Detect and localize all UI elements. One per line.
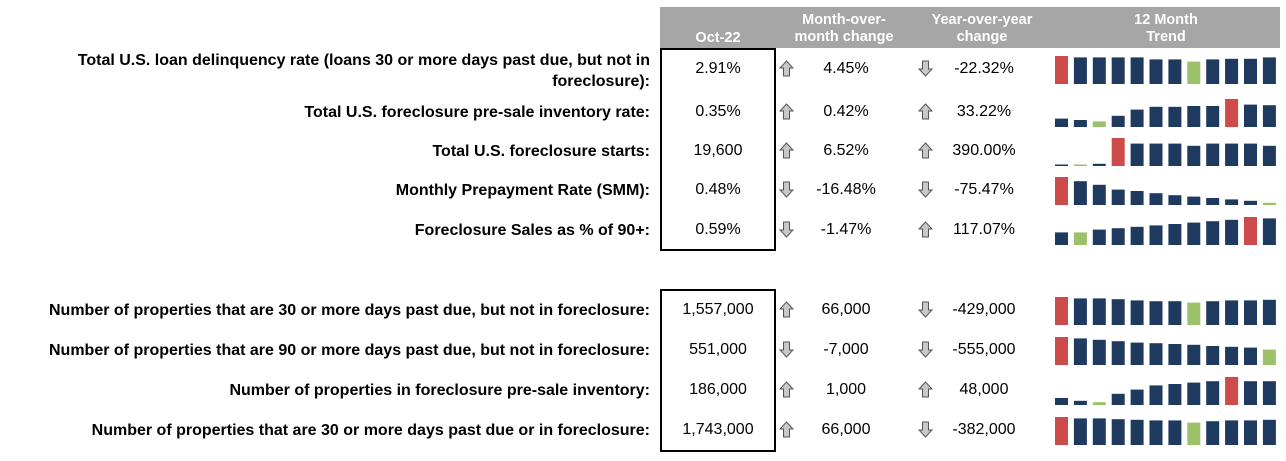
trend-bar (1244, 348, 1257, 365)
trend-bar (1263, 350, 1276, 365)
trend-bar (1150, 225, 1163, 245)
trend-bar (1150, 301, 1163, 325)
trend-bar (1187, 345, 1200, 365)
trend-bar (1055, 119, 1068, 127)
mom-change: 66,000 (821, 421, 871, 438)
row-label-line: Number of properties that are 30 or more days past due, but not in foreclosure: (49, 301, 650, 319)
header-mom-line1: Month-over- (802, 12, 886, 28)
trend-bar (1244, 217, 1257, 245)
trend-bar (1206, 221, 1219, 245)
trend-bar (1244, 381, 1257, 405)
trend-bar (1263, 381, 1276, 405)
row-label (415, 220, 650, 241)
row-label (49, 340, 650, 361)
trend-bar (1244, 420, 1257, 445)
trend-bar (1263, 57, 1276, 84)
trend-bar (1206, 144, 1219, 166)
trend-bar (1131, 390, 1144, 405)
trend-bar (1093, 340, 1106, 365)
yoy-down-arrow-icon (918, 421, 933, 438)
trend-bar (1244, 144, 1257, 166)
trend-bar (1055, 398, 1068, 405)
trend-bar (1112, 116, 1125, 127)
header-yoy-line2: change (956, 29, 1008, 45)
trend-bar (1074, 181, 1087, 205)
trend-bar (1168, 420, 1181, 445)
current-value: 2.91% (695, 60, 741, 77)
mom-up-arrow-icon (779, 103, 794, 120)
trend-bar (1244, 300, 1257, 325)
mom-down-arrow-icon (779, 181, 794, 198)
yoy-down-arrow-icon (918, 60, 933, 77)
row-label (432, 141, 650, 162)
trend-bar (1168, 224, 1181, 245)
yoy-down-arrow-icon (918, 341, 933, 358)
trend-bar (1263, 218, 1276, 245)
trend-chart (1052, 98, 1284, 130)
row-label-line: Total U.S. loan delinquency rate (loans 30 or more days past due, but not in (77, 52, 650, 69)
row-label (49, 300, 650, 321)
trend-bar (1112, 190, 1125, 205)
header-yoy-line1: Year-over-year (931, 12, 1033, 28)
trend-bar (1206, 381, 1219, 405)
trend-bar (1131, 191, 1144, 205)
trend-bar (1074, 120, 1087, 127)
trend-bar (1074, 57, 1087, 84)
trend-bar (1168, 59, 1181, 84)
trend-bar (1206, 106, 1219, 127)
trend-bar (1225, 377, 1238, 405)
mom-change: 4.45% (823, 60, 869, 77)
trend-bar (1131, 420, 1144, 445)
trend-chart (1052, 336, 1284, 368)
trend-bar (1112, 419, 1125, 445)
yoy-up-arrow-icon (918, 142, 933, 159)
trend-bar (1168, 195, 1181, 205)
trend-bar (1225, 420, 1238, 445)
trend-bar (1112, 57, 1125, 84)
yoy-change: 117.07% (953, 221, 1015, 238)
trend-chart (1052, 55, 1284, 87)
trend-bar (1093, 230, 1106, 245)
trend-bar (1150, 107, 1163, 127)
trend-bar (1074, 338, 1087, 365)
yoy-change: -75.47% (954, 181, 1014, 198)
mom-down-arrow-icon (779, 221, 794, 238)
trend-bar (1150, 385, 1163, 405)
trend-bar (1206, 346, 1219, 365)
trend-bar (1093, 57, 1106, 84)
trend-bar (1074, 165, 1087, 167)
trend-bar (1150, 144, 1163, 166)
trend-chart (1052, 137, 1284, 169)
yoy-down-arrow-icon (918, 181, 933, 198)
trend-bar (1150, 59, 1163, 84)
trend-chart (1052, 176, 1284, 208)
yoy-change: 33.22% (956, 103, 1012, 120)
trend-bar (1225, 199, 1238, 205)
trend-bar (1055, 417, 1068, 445)
row-label-line: Total U.S. foreclosure pre-sale inventory rate: (304, 103, 650, 121)
trend-bar (1131, 57, 1144, 84)
trend-bar (1168, 384, 1181, 405)
header-period-text: Oct-22 (695, 30, 741, 46)
trend-bar (1206, 421, 1219, 445)
yoy-change: -429,000 (952, 301, 1016, 318)
trend-bar (1093, 164, 1106, 166)
trend-bar (1131, 300, 1144, 325)
row-label (78, 50, 650, 92)
row-label (92, 420, 650, 441)
trend-bar (1093, 402, 1106, 405)
header-mom (776, 7, 912, 48)
current-value: 551,000 (689, 341, 747, 358)
row-label-line: Total U.S. foreclosure starts: (432, 142, 650, 160)
trend-bar (1093, 185, 1106, 205)
trend-bar (1168, 344, 1181, 365)
trend-bar (1263, 300, 1276, 325)
yoy-change: 390.00% (952, 142, 1016, 159)
current-value: 1,557,000 (682, 301, 754, 318)
trend-bar (1187, 303, 1200, 325)
trend-bar (1206, 301, 1219, 325)
mom-change: 6.52% (823, 142, 869, 159)
current-value: 19,600 (693, 142, 743, 159)
mom-change: 66,000 (821, 301, 871, 318)
trend-bar (1093, 121, 1106, 127)
mom-up-arrow-icon (779, 60, 794, 77)
row-label (229, 380, 650, 401)
yoy-down-arrow-icon (918, 301, 933, 318)
trend-bar (1187, 106, 1200, 127)
current-value: 0.35% (695, 103, 741, 120)
trend-bar (1225, 99, 1238, 127)
trend-bar (1244, 59, 1257, 84)
trend-bar (1074, 298, 1087, 325)
trend-chart (1052, 416, 1284, 448)
trend-bar (1263, 146, 1276, 166)
trend-bar (1055, 177, 1068, 205)
trend-bar (1074, 232, 1087, 245)
trend-bar (1187, 197, 1200, 205)
current-value: 1,743,000 (682, 421, 754, 438)
row-label (396, 180, 650, 201)
trend-bar (1131, 110, 1144, 127)
trend-bar (1074, 401, 1087, 405)
current-value: 0.48% (695, 181, 741, 198)
yoy-change: 48,000 (959, 381, 1009, 398)
trend-chart (1052, 216, 1284, 248)
trend-bar (1112, 299, 1125, 325)
trend-bar (1225, 347, 1238, 365)
trend-bar (1168, 144, 1181, 166)
yoy-change: -555,000 (952, 341, 1016, 358)
row-label-line: Number of properties in foreclosure pre-sale inventory: (229, 381, 650, 399)
trend-chart (1052, 376, 1284, 408)
current-value: 0.59% (695, 221, 741, 238)
trend-bar (1112, 394, 1125, 405)
row-label (304, 102, 650, 123)
row-label-line: Foreclosure Sales as % of 90+: (414, 221, 650, 239)
trend-bar (1055, 56, 1068, 84)
trend-bar (1187, 423, 1200, 445)
current-value: 186,000 (689, 381, 747, 398)
mom-change: -7,000 (823, 341, 869, 358)
trend-bar (1225, 144, 1238, 166)
trend-bar (1150, 420, 1163, 445)
trend-bar (1225, 300, 1238, 325)
trend-bar (1055, 337, 1068, 365)
mom-change: 0.42% (823, 103, 869, 120)
trend-bar (1225, 59, 1238, 84)
mom-change: 1,000 (825, 381, 867, 398)
trend-bar (1206, 59, 1219, 84)
trend-bar (1055, 297, 1068, 325)
mom-change: -1.47% (820, 221, 872, 238)
trend-bar (1244, 201, 1257, 205)
row-label-line: Monthly Prepayment Rate (SMM): (395, 181, 650, 199)
trend-bar (1055, 165, 1068, 167)
trend-bar (1150, 343, 1163, 365)
trend-bar (1187, 146, 1200, 166)
trend-bar (1187, 223, 1200, 245)
trend-bar (1225, 220, 1238, 245)
trend-bar (1187, 383, 1200, 405)
row-label-line: Number of properties that are 90 or more days past due, but not in foreclosure: (49, 341, 650, 359)
mom-up-arrow-icon (779, 421, 794, 438)
mom-change: -16.48% (816, 181, 876, 198)
trend-bar (1112, 228, 1125, 245)
trend-bar (1093, 418, 1106, 445)
trend-bar (1263, 105, 1276, 127)
trend-bar (1150, 193, 1163, 205)
trend-bar (1131, 227, 1144, 245)
trend-bar (1055, 232, 1068, 245)
mom-up-arrow-icon (779, 301, 794, 318)
trend-bar (1131, 343, 1144, 365)
header-trend (1052, 7, 1280, 48)
yoy-change: -382,000 (952, 421, 1016, 438)
header-yoy (912, 7, 1052, 48)
yoy-up-arrow-icon (918, 103, 933, 120)
trend-bar (1131, 144, 1144, 166)
header-mom-line2: month change (794, 29, 894, 45)
trend-chart (1052, 296, 1284, 328)
trend-bar (1244, 105, 1257, 127)
trend-bar (1074, 418, 1087, 445)
trend-bar (1168, 301, 1181, 325)
header-period (660, 7, 776, 48)
row-label-line: foreclosure): (552, 73, 650, 90)
trend-bar (1263, 420, 1276, 445)
header-trend-line2: Trend (1146, 29, 1186, 45)
trend-bar (1168, 107, 1181, 127)
mom-up-arrow-icon (779, 142, 794, 159)
mom-down-arrow-icon (779, 341, 794, 358)
trend-bar (1206, 198, 1219, 205)
trend-bar (1263, 203, 1276, 205)
mom-up-arrow-icon (779, 381, 794, 398)
yoy-change: -22.32% (954, 60, 1014, 77)
row-label-line: Number of properties that are 30 or more days past due or in foreclosure: (91, 421, 650, 439)
trend-bar (1093, 298, 1106, 325)
header-trend-line1: 12 Month (1134, 12, 1198, 28)
yoy-up-arrow-icon (918, 221, 933, 238)
trend-bar (1187, 62, 1200, 84)
trend-bar (1112, 341, 1125, 365)
yoy-up-arrow-icon (918, 381, 933, 398)
trend-bar (1112, 138, 1125, 166)
